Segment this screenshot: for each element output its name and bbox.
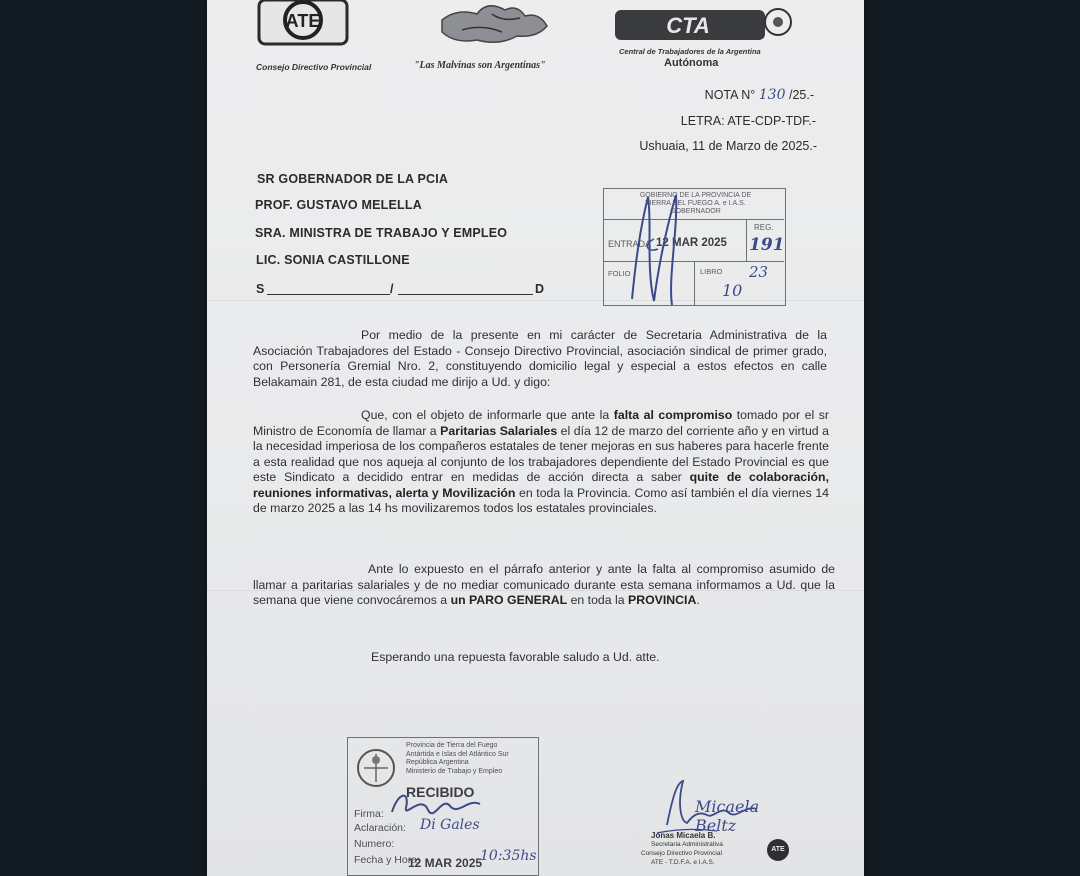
p2-text-e: el día 12 de marzo del corriente año y en virtud a la necesidad imperiosa de los compañeros estatales de tener mejoras en sus haberes para hacerle frente a esta realidad que nos aqueja al conjunto de los trabajadores dependiente del Estado Provincial es que este Sindicato a decidido entrar en medidas de acción directa a saber [253, 423, 829, 484]
hora-value: 10:35hs [480, 848, 537, 864]
bstamp-head-4: Ministerio de Trabajo y Empleo [406, 767, 503, 775]
stamp-entrada: ENTRADA [608, 239, 652, 249]
numero-label: Numero: [354, 838, 395, 850]
sd-d: D [535, 282, 545, 296]
sd-slash: / [390, 282, 394, 296]
stamp-libro-number: 23 [749, 263, 769, 281]
addressee-line-4: LIC. SONIA CASTILLONE [256, 253, 410, 267]
p2-bold-medidas: quite de colaboración, reuniones informativas, alerta y Movilización [253, 470, 829, 500]
salutation-sd [256, 282, 546, 298]
p2-text-c: tomado por el sr Ministro de Economía de llamar a [253, 408, 829, 438]
stamp-head-2: TIERRA DEL FUEGO A. e I.A.S. [645, 200, 746, 207]
bstamp-head-1: Provincia de Tierra del Fuego [406, 742, 498, 749]
p2-text-a: Que, con el objeto de informarle que ante la [361, 408, 614, 422]
right-org-label: Central de Trabajadores de la Argentina [619, 47, 761, 56]
left-org-label: Consejo Directivo Provincial [256, 62, 372, 72]
aclaracion-label: Aclaración: [354, 822, 406, 834]
stamp-folio-number: 10 [722, 281, 743, 300]
motto-text: "Las Malvinas son Argentinas" [414, 60, 546, 71]
stamp-head-3: GOBERNADOR [670, 208, 721, 215]
p2-text-g: en toda la Provincia. Como así también el día viernes 14 de marzo 2025 a las 14 hs movilizaremos todos los estatales provinciales. [253, 485, 829, 515]
signature-scrawl-text: Micaela Beltz [695, 797, 760, 835]
stamp-folio-label: FOLIO [608, 269, 631, 278]
stamp-libro-label: LIBRO [700, 267, 723, 276]
body-paragraph-4 [253, 650, 827, 666]
ate-seal-icon: ATE [767, 839, 789, 861]
right-org-sub: Autónoma [664, 57, 719, 69]
firma-scribble [388, 788, 488, 822]
bstamp-head-3: República Argentina [406, 759, 469, 766]
letter-page [207, 0, 864, 876]
entry-stamp [603, 188, 786, 306]
fecha-value: 12 MAR 2025 [408, 856, 483, 870]
signer-name: Jonas Micaela B. [651, 831, 716, 840]
signer-role-3: ATE - T.D.F.A. e I.A.S. [651, 859, 715, 866]
p3-bold-provincia: PROVINCIA [628, 593, 697, 607]
letra-line: LETRA: ATE-CDP-TDF.- [680, 114, 816, 128]
nota-year: /25.- [788, 88, 814, 102]
p2-bold-falta: falta al compromiso [613, 408, 733, 422]
stamp-reg-number: 191 [749, 235, 785, 255]
stamp-date: 12 MAR 2025 [656, 237, 727, 249]
firma-label: Firma: [354, 808, 384, 820]
stamp-reg-label: REG. [754, 223, 774, 232]
signer-role-2: Consejo Directivo Provincial [641, 850, 722, 857]
malvinas-map-icon [432, 0, 582, 58]
addressee-line-1: SR GOBERNADOR DE LA PCIA [257, 172, 449, 186]
date-line: Ushuaia, 11 de Marzo de 2025.- [639, 139, 817, 153]
body-paragraph-2 [253, 408, 829, 517]
addressee-line-2: PROF. GUSTAVO MELELLA [255, 198, 422, 212]
nota-number: 130 [758, 87, 786, 103]
signature-block [637, 775, 797, 875]
fecha-label: Fecha y Hora: [354, 854, 420, 866]
cta-logo [613, 0, 798, 48]
svg-text:CTA: CTA [666, 13, 710, 38]
p3-text-c: en toda la [567, 593, 629, 607]
p3-bold-paro: un PARO GENERAL [450, 593, 568, 607]
coat-of-arms-icon [354, 746, 398, 790]
p1-text: Por medio de la presente en mi carácter de Secretaria Administrativa de la Asociación Trabajadores del Estado - Consejo Directivo Provincial, asociación sindical de primer grado, con Personería Gremial Nro. 2, constituyendo domicilio legal y especial a estos efectos en calle Belakamain 281, de esta ciudad me dirijo a Ud. y digo: [253, 328, 827, 389]
aclaracion-value: Di Gales [420, 817, 480, 833]
body-paragraph-1 [253, 328, 827, 390]
ate-logo [257, 0, 357, 60]
p2-bold-paritarias: Paritarias Salariales [440, 423, 558, 438]
body-paragraph-3 [253, 562, 835, 609]
stamp-head-1: GOBIERNO DE LA PROVINCIA DE [639, 192, 752, 199]
p4-text: Esperando una repuesta favorable saludo a Ud. atte. [371, 650, 660, 664]
p3-text-e: . [696, 593, 700, 607]
addressee-line-3: SRA. MINISTRA DE TRABAJO Y EMPLEO [255, 226, 508, 240]
sd-s: S [256, 282, 265, 296]
received-stamp [347, 737, 539, 876]
entry-signature-scribble [618, 189, 688, 307]
p3-text-a: Ante lo expuesto en el párrafo anterior y ante la falta al compromiso asumido de llamar a paritarias salariales y de no mediar comunicado durante esta semana informamos a Ud. que la semana que viene convocáremos a [253, 562, 835, 607]
recibido-label: RECIBIDO [406, 784, 475, 800]
signer-role-1: Secretaria Administrativa [651, 841, 723, 848]
nota-line [705, 87, 814, 103]
nota-label: NOTA N° [704, 88, 756, 102]
bstamp-head-2: Antártida e Islas del Atlántico Sur [406, 750, 509, 758]
svg-text:ATE: ATE [285, 11, 321, 31]
